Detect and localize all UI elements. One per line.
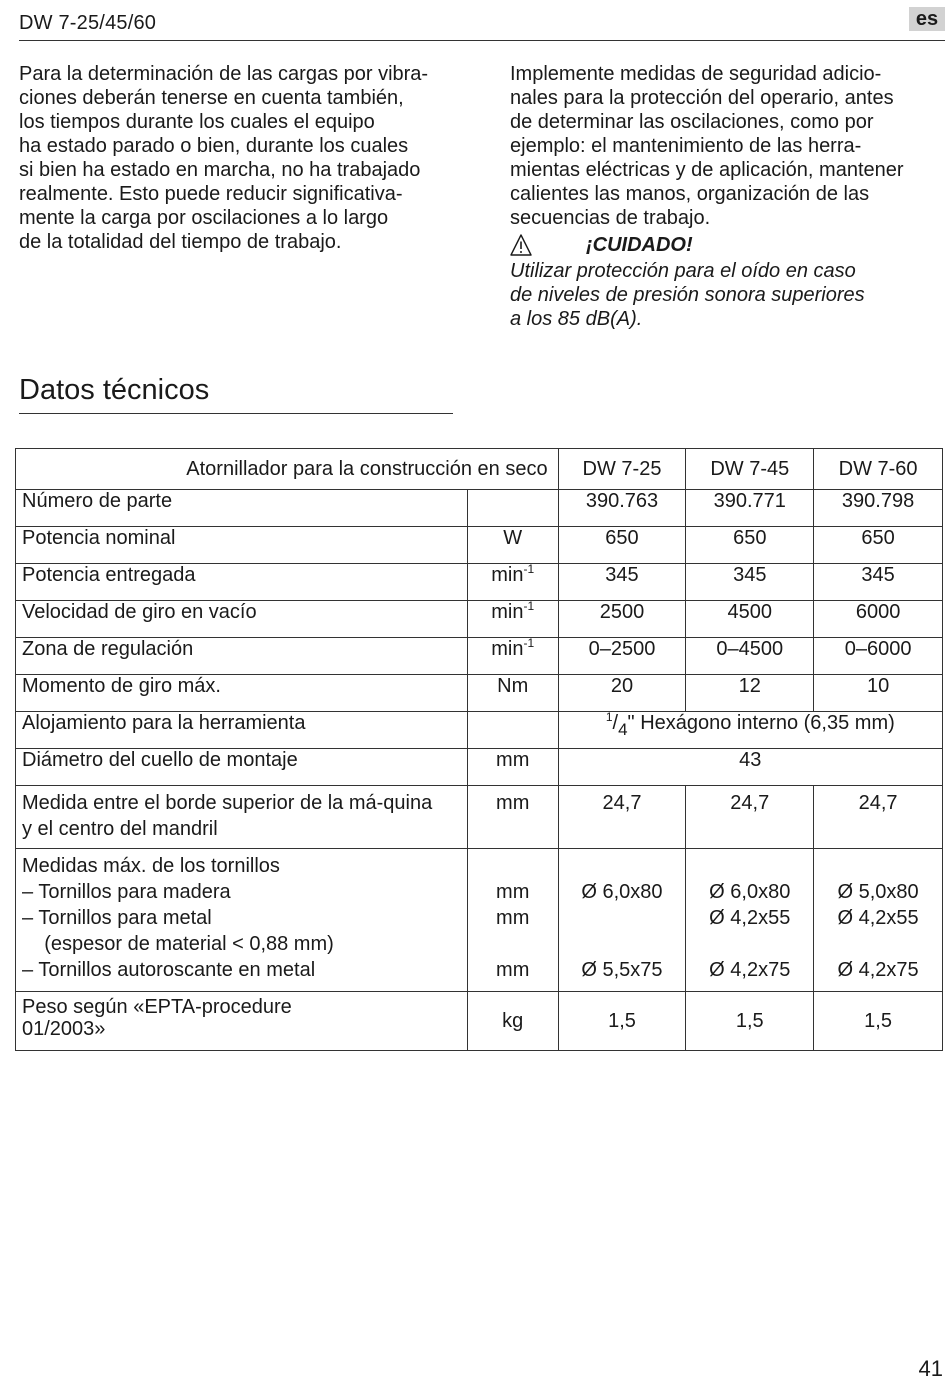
- value-line: Ø 6,0x80: [581, 881, 663, 903]
- spacer: [565, 931, 680, 957]
- fraction-numerator: 1: [605, 710, 613, 724]
- document-model-header: DW 7-25/45/60: [19, 12, 157, 34]
- unit-line: mm: [496, 959, 530, 981]
- row-unit: mm: [467, 749, 558, 786]
- row-label: Número de parte: [16, 490, 468, 527]
- row-value: 345: [558, 564, 686, 601]
- row-label: Zona de regulación: [16, 638, 468, 675]
- row-value: 0–4500: [686, 638, 814, 675]
- text-line: ejemplo: el mantenimiento de las herra-: [510, 135, 862, 157]
- row-unit: [467, 601, 558, 638]
- unit-base: min: [491, 601, 524, 623]
- caution-label: ¡CUIDADO!: [586, 233, 693, 256]
- table-row: [16, 675, 943, 712]
- row-value: 1,5: [814, 992, 943, 1051]
- language-badge: es: [909, 7, 945, 31]
- text-line: de la totalidad del tiempo de trabajo.: [19, 231, 342, 253]
- text-line: los tiempos durante los cuales el equipo: [19, 111, 375, 133]
- unit-line: mm: [496, 881, 530, 903]
- table-row: [16, 786, 943, 849]
- row-unit: [467, 712, 558, 749]
- row-value: [686, 849, 814, 992]
- header-divider: [19, 40, 945, 41]
- row-value-shared: 43: [558, 749, 942, 786]
- table-row: [16, 490, 943, 527]
- spacer: [565, 853, 680, 879]
- table-row: [16, 638, 943, 675]
- value-line: [565, 905, 680, 931]
- row-value: [558, 849, 686, 992]
- text-line: nales para la protección del operario, antes: [510, 87, 894, 109]
- label-line: – Tornillos para madera: [22, 881, 231, 903]
- value-line: Ø 4,2x55: [837, 907, 919, 929]
- text-line: mientas eléctricas y de aplicación, mantener: [510, 159, 904, 181]
- row-unit: W: [467, 527, 558, 564]
- spacer: [820, 931, 936, 957]
- row-value: 6000: [814, 601, 943, 638]
- row-value-shared: $^1/_4$" Hexágono interno (6,35 mm): [558, 712, 942, 749]
- row-label: Momento de giro máx.: [16, 675, 468, 712]
- row-label: Diámetro del cuello de montaje: [16, 749, 468, 786]
- row-value: [558, 786, 686, 849]
- row-value: 2500: [558, 601, 686, 638]
- label-line: Peso según «EPTA-procedure: [22, 996, 292, 1018]
- model-header: DW 7-45: [686, 449, 814, 490]
- label-line: 01/2003»: [22, 1018, 106, 1040]
- unit-line: mm: [496, 792, 530, 814]
- label-line: y el centro del mandril: [22, 818, 218, 840]
- label-line: – Tornillos para metal: [22, 907, 212, 929]
- value-line: Ø 4,2x75: [837, 959, 919, 981]
- row-label: [16, 786, 468, 849]
- unit-exponent: -1: [523, 636, 535, 650]
- caution-text-line: Utilizar protección para el oído en caso: [510, 260, 856, 282]
- spacer: [474, 853, 552, 879]
- row-value: 650: [814, 527, 943, 564]
- row-value: 12: [686, 675, 814, 712]
- model-header: DW 7-25: [558, 449, 686, 490]
- row-unit: [467, 490, 558, 527]
- row-unit: [467, 786, 558, 849]
- value-line: 24,7: [730, 792, 770, 814]
- text-line: Implemente medidas de seguridad adicio-: [510, 63, 882, 85]
- table-header-row: [16, 449, 943, 490]
- unit-exponent: -1: [523, 562, 535, 576]
- label-line: (espesor de material < 0,88 mm): [22, 933, 334, 955]
- row-value: 650: [686, 527, 814, 564]
- text-line: ha estado parado o bien, durante los cuales: [19, 135, 409, 157]
- table-row: [16, 992, 943, 1051]
- text-line: Para la determinación de las cargas por vibra-: [19, 63, 429, 85]
- row-value: 10: [814, 675, 943, 712]
- row-label: [16, 849, 468, 992]
- table-row: [16, 601, 943, 638]
- value-line: 24,7: [858, 792, 898, 814]
- row-unit: [467, 564, 558, 601]
- row-value: 0–6000: [814, 638, 943, 675]
- text-line: calientes las manos, organización de las: [510, 183, 870, 205]
- row-value: [814, 849, 943, 992]
- text-line: ciones deberán tenerse en cuenta también,: [19, 87, 404, 109]
- spacer: [692, 931, 807, 957]
- value-line: Ø 4,2x75: [709, 959, 791, 981]
- spacer: [474, 931, 552, 957]
- value-line: Ø 4,2x55: [709, 907, 791, 929]
- text-line: mente la carga por oscilaciones a lo largo: [19, 207, 389, 229]
- caution-text-line: a los 85 dB(A).: [510, 308, 643, 330]
- text-line: secuencias de trabajo.: [510, 207, 711, 229]
- fraction-denominator: 4: [618, 720, 628, 739]
- value-line: 24,7: [602, 792, 642, 814]
- table-row: [16, 527, 943, 564]
- table-row: [16, 564, 943, 601]
- row-value: 390.763: [558, 490, 686, 527]
- row-unit: Nm: [467, 675, 558, 712]
- text-line: realmente. Esto puede reducir significativa-: [19, 183, 403, 205]
- section-title-underline: [19, 413, 453, 414]
- table-row: [16, 712, 943, 749]
- table-title: Atornillador para la construcción en seco: [16, 449, 559, 490]
- row-value: 4500: [686, 601, 814, 638]
- row-value: 390.798: [814, 490, 943, 527]
- unit-base: min: [491, 638, 524, 660]
- vibration-note-paragraph: [19, 62, 459, 254]
- section-title: Datos técnicos: [19, 374, 210, 406]
- row-value: 1,5: [558, 992, 686, 1051]
- row-label: Alojamiento para la herramienta: [16, 712, 468, 749]
- row-label: Velocidad de giro en vacío: [16, 601, 468, 638]
- text-line: si bien ha estado en marcha, no ha trabajado: [19, 159, 421, 181]
- row-value: 0–2500: [558, 638, 686, 675]
- model-header: DW 7-60: [814, 449, 943, 490]
- row-value: 345: [686, 564, 814, 601]
- row-value: [814, 786, 943, 849]
- value-line: Ø 6,0x80: [709, 881, 791, 903]
- row-unit: [467, 849, 558, 992]
- caution-heading: [510, 231, 945, 258]
- label-line: – Tornillos autoroscante en metal: [22, 959, 316, 981]
- table-row: [16, 849, 943, 992]
- value-line: Ø 5,0x80: [837, 881, 919, 903]
- page-number: 41: [918, 1356, 943, 1381]
- warning-triangle-icon: [510, 233, 532, 257]
- row-label: Potencia entregada: [16, 564, 468, 601]
- unit-exponent: -1: [523, 599, 535, 613]
- row-label: Potencia nominal: [16, 527, 468, 564]
- row-value: 20: [558, 675, 686, 712]
- row-unit: [467, 638, 558, 675]
- row-value: 1,5: [686, 992, 814, 1051]
- row-value: 650: [558, 527, 686, 564]
- caution-text-line: de niveles de presión sonora superiores: [510, 284, 865, 306]
- unit-line: mm: [496, 907, 530, 929]
- tool-holder-value: " Hexágono interno (6,35 mm): [627, 712, 895, 734]
- row-unit: kg: [467, 992, 558, 1051]
- row-value: [686, 786, 814, 849]
- row-value: 390.771: [686, 490, 814, 527]
- value-line: Ø 5,5x75: [581, 959, 663, 981]
- label-line: Medida entre el borde superior de la má-quina: [22, 792, 433, 814]
- safety-measures-paragraph: [510, 62, 945, 331]
- text-line: de determinar las oscilaciones, como por: [510, 111, 874, 133]
- table-row: [16, 749, 943, 786]
- unit-base: min: [491, 564, 524, 586]
- row-label: [16, 992, 468, 1051]
- technical-data-table: [15, 448, 943, 1051]
- spacer: [820, 853, 936, 879]
- row-value: 345: [814, 564, 943, 601]
- label-line: Medidas máx. de los tornillos: [22, 855, 280, 877]
- spacer: [692, 853, 807, 879]
